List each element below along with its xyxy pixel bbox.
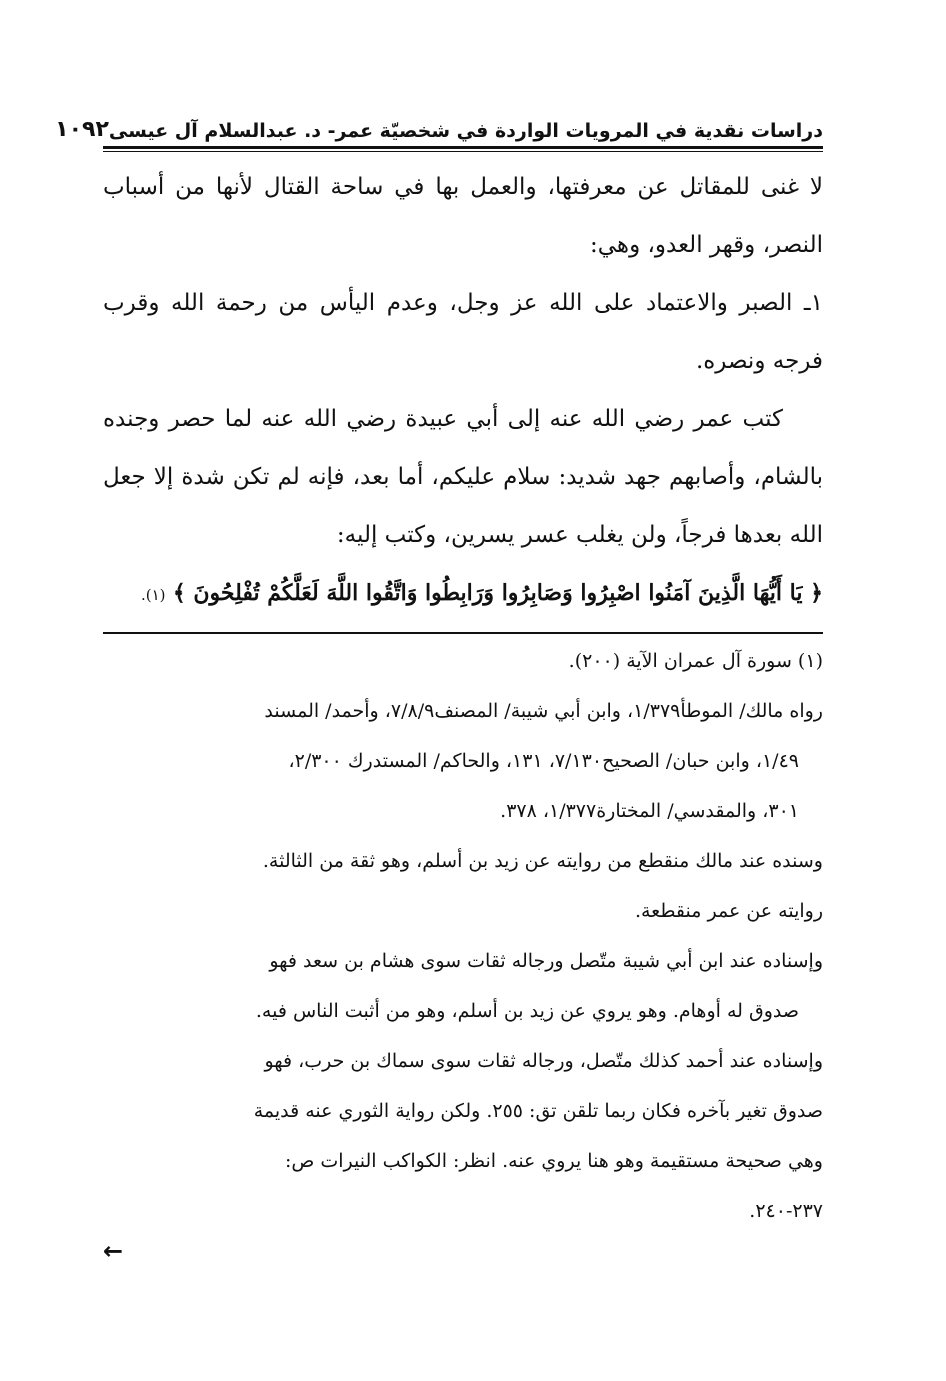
header-rule <box>103 146 823 152</box>
footnote-isnad-ahmad-1: وإسناده عند أحمد كذلك متّصل، ورجاله ثقات سوى سماك بن حرب، فهو <box>264 1050 823 1072</box>
footnote-reference: (١). <box>140 586 166 604</box>
paragraph-letter <box>103 390 823 564</box>
paragraph-intro: لا غنى للمقاتل عن معرفتها، والعمل بها في ساحة القتال لأنها من أسباب النصر، وقهر العدو، وهي: <box>103 174 823 258</box>
footnote-isnad-shaybah-1: وإسناده عند ابن أبي شيبة متّصل ورجاله ثقات سوى هشام بن سعد فهو <box>269 950 823 972</box>
page-number: ١٠٩٢ <box>55 117 109 142</box>
header-title: دراسات نقدية في المرويات الواردة في شخصيّة عمر- د. عبدالسلام آل عيسى <box>108 120 823 142</box>
footnote-divider <box>103 632 823 634</box>
footnote-isnad-ahmad-3: وهي صحيحة مستقيمة وهو هنا يروي عنه. انظر: الكواكب النيرات ص: <box>284 1150 823 1172</box>
quran-line <box>103 564 823 624</box>
next-page-arrow-icon[interactable]: ← <box>103 1237 124 1265</box>
footnote-riwayah-2: ١/٤٩، وابن حبان/ الصحيح٧/١٣٠، ١٣١، والحاكم/ المستدرك ٢/٣٠٠، <box>288 750 799 772</box>
footnote-sanad-malik-2: روايته عن عمر منقطعة. <box>634 900 823 922</box>
paragraph-patience: ١ـ الصبر والاعتماد على الله عز وجل، وعدم اليأس من رحمة الله وقرب فرجه ونصره. <box>103 290 823 374</box>
footnote-isnad-shaybah-2: صدوق له أوهام. وهو يروي عن زيد بن أسلم، وهو من أثبت الناس فيه. <box>255 1000 799 1022</box>
letter-text: كتب عمر رضي الله عنه إلى أبي عبيدة رضي الله عنه لما حصر وجنده بالشام، وأصابهم جهد شديد: سلام عليكم، أما بعد، فإنه لم تكن شدة إلا جعل الله بعدها فرجاً، ولن يغلب عسر يسرين، وكتب إليه: <box>103 406 823 548</box>
footnote-riwayah-1: رواه مالك/ الموطأ١/٣٧٩، وابن أبي شيبة/ المصنف٧/٨/٩، وأحمد/ المسند <box>264 700 823 722</box>
main-text <box>103 158 823 624</box>
running-header <box>55 104 823 142</box>
footnote-sanad-malik-1: وسنده عند مالك منقطع من روايته عن زيد بن أسلم، وهو ثقة من الثالثة. <box>262 850 823 872</box>
footnote-riwayah-3: ٣٠١، والمقدسي/ المختارة١/٣٧٧، ٣٧٨. <box>500 800 799 822</box>
footnote-isnad-ahmad-4: ٢٣٧-٢٤٠. <box>749 1200 823 1222</box>
footnote-1: (١) سورة آل عمران الآية (٢٠٠). <box>568 650 823 672</box>
footnotes-section <box>103 636 823 1236</box>
footnote-isnad-ahmad-2: صدوق تغير بآخره فكان ربما تلقن تق: ٢٥٥. ولكن رواية الثوري عنه قديمة <box>253 1100 823 1122</box>
quran-verse: ﴿ يَا أَيُّهَا الَّذِينَ آمَنُوا اصْبِرُوا وَصَابِرُوا وَرَابِطُوا وَاتَّقُوا اللَّهَ لَعَلَّكُمْ تُفْلِحُونَ ﴾ <box>172 580 823 606</box>
document-page <box>55 104 823 1236</box>
